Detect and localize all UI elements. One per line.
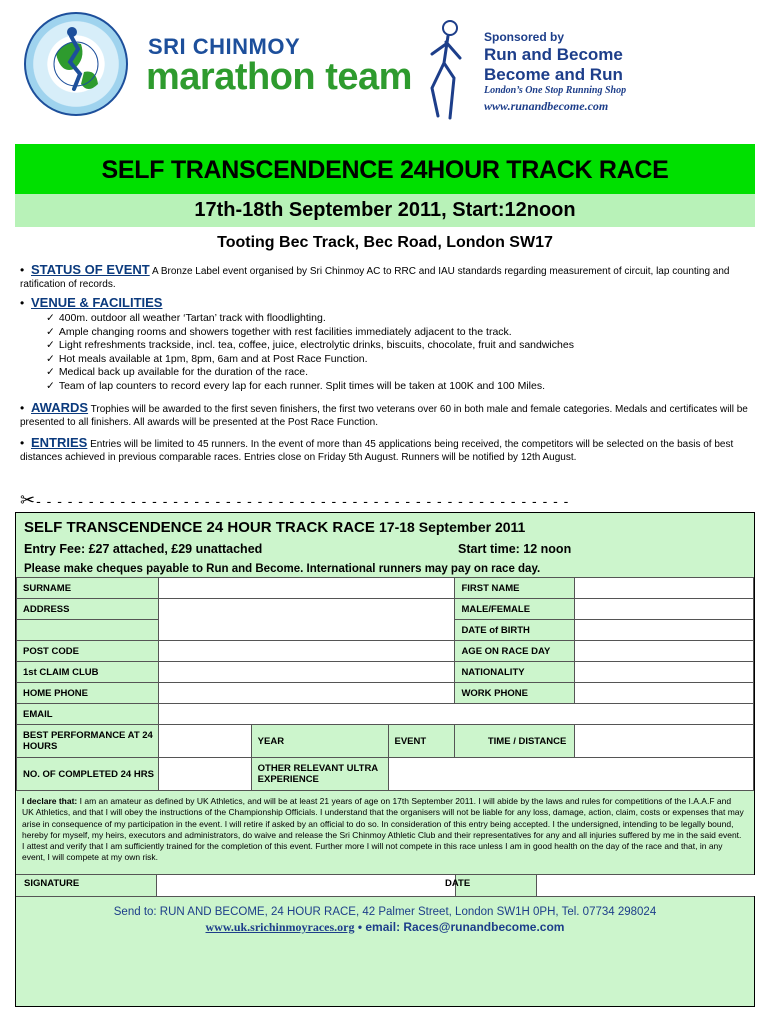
home-phone-field[interactable] bbox=[158, 683, 455, 704]
facility-item: ✓ Light refreshments trackside, incl. tea, coffee, juice, electrolytic drinks, biscuits, chocolate, fruit and sandwiches bbox=[46, 339, 574, 353]
completed-races-field[interactable] bbox=[158, 758, 251, 791]
form-title bbox=[24, 519, 525, 536]
website-link[interactable]: www.uk.srichinmoyraces.org bbox=[205, 920, 355, 934]
declaration-heading: I declare that: bbox=[22, 796, 78, 806]
bullet-icon: • bbox=[20, 436, 25, 450]
email-text: • email: Races@runandbecome.com bbox=[357, 920, 565, 934]
logo-title-marathon-team: marathon team bbox=[146, 56, 412, 98]
completed-races-label: NO. OF COMPLETED 24 HRS bbox=[17, 758, 159, 791]
work-phone-field[interactable] bbox=[575, 683, 754, 704]
facility-item: ✓ 400m. outdoor all weather ‘Tartan’ track with floodlighting. bbox=[46, 312, 574, 326]
best-performance-label: BEST PERFORMANCE AT 24 HOURS bbox=[17, 725, 159, 758]
bullet-icon: • bbox=[20, 263, 25, 277]
logo-title-sri-chinmoy: SRI CHINMOY bbox=[148, 34, 301, 59]
gender-field[interactable] bbox=[575, 599, 754, 620]
dates-band bbox=[15, 194, 755, 227]
surname-label: SURNAME bbox=[17, 578, 159, 599]
dob-field[interactable] bbox=[575, 620, 754, 641]
entry-form-table bbox=[16, 577, 754, 791]
first-name-field[interactable] bbox=[575, 578, 754, 599]
claim-club-label: 1st CLAIM CLUB bbox=[17, 662, 159, 683]
footer-links bbox=[0, 920, 770, 935]
runner-icon bbox=[424, 18, 474, 122]
facility-item: ✓ Team of lap counters to record every lap for each runner. Split times will be taken at 100K and 100 Miles. bbox=[46, 380, 574, 394]
address-spacer bbox=[17, 620, 159, 641]
sponsor-label: Sponsored by bbox=[484, 30, 565, 44]
gender-label: MALE/FEMALE bbox=[455, 599, 575, 620]
post-code-field[interactable] bbox=[158, 641, 455, 662]
facilities-heading: VENUE & FACILITIES bbox=[31, 295, 163, 310]
cut-line bbox=[20, 490, 569, 511]
status-heading: STATUS OF EVENT bbox=[31, 262, 150, 277]
awards-heading: AWARDS bbox=[31, 400, 89, 415]
email-field[interactable] bbox=[158, 704, 753, 725]
entry-fee: Entry Fee: £27 attached, £29 unattached bbox=[24, 542, 263, 556]
awards-text: Trophies will be awarded to the first seven finishers, the first two veterans over 60 in both male and female categories. Medals and certificates will be presented to all finishers. All awards will be presented at the Post Race Function. bbox=[20, 404, 748, 428]
title-band bbox=[15, 144, 755, 194]
entries-heading: ENTRIES bbox=[31, 435, 88, 450]
first-name-label: FIRST NAME bbox=[455, 578, 575, 599]
start-time: Start time: 12 noon bbox=[458, 542, 572, 556]
sponsor-name-secondary: Become and Run bbox=[484, 65, 623, 84]
send-to-address: Send to: RUN AND BECOME, 24 HOUR RACE, 42 Palmer Street, London SW1H 0PH, Tel. 07734 298024 bbox=[113, 906, 657, 918]
work-phone-label: WORK PHONE bbox=[455, 683, 575, 704]
sponsor-name: Run and Become bbox=[484, 45, 623, 64]
declaration-text: I am an amateur as defined by UK Athletics, and will be at least 21 years of age on 17th September 2011. I will abide by the laws and rules for competitions of the I.A.A.F and UK Athletics, and that I will obey the instructions of the Championship Officials. I understand that the organisers will not be liable for any loss, damage, action, claim, costs or expenses that may arise in consequence of my participation in the event. I will retire if asked by an official to do so. In consideration of this entry being accepted. I the undersigned, intending to be legally bound, hereby for myself, my heirs, executors and administrators, do waive and release the Sri Chinmoy Athletic Club and their representatives for any and all injuries suffered by me in the said event. I attest and verify that I am sufficiently trained for the completion of this event. Further more I will not compete in this race unless I am in good health on the day of the race and that, in any event, I will compete at my own risk. bbox=[22, 796, 744, 863]
signature-row bbox=[16, 874, 754, 897]
address-label: ADDRESS bbox=[17, 599, 159, 620]
awards-section bbox=[20, 402, 755, 429]
declaration bbox=[22, 796, 744, 864]
facility-item: ✓ Medical back up available for the duration of the race. bbox=[46, 366, 574, 380]
year-label: YEAR bbox=[251, 725, 388, 758]
address-field[interactable] bbox=[158, 599, 455, 641]
facilities-section bbox=[20, 297, 755, 312]
facility-item: ✓ Ample changing rooms and showers together with rest facilities immediately adjacent to the track. bbox=[46, 326, 574, 340]
other-experience-label: OTHER RELEVANT ULTRA EXPERIENCE bbox=[251, 758, 388, 791]
post-code-label: POST CODE bbox=[17, 641, 159, 662]
age-field[interactable] bbox=[575, 641, 754, 662]
scissors-icon: ✂ bbox=[20, 490, 37, 510]
page-title: SELF TRANSCENDENCE 24HOUR TRACK RACE bbox=[101, 156, 669, 184]
form-title-text: SELF TRANSCENDENCE 24 HOUR TRACK RACE bbox=[24, 519, 375, 536]
claim-club-field[interactable] bbox=[158, 662, 455, 683]
other-experience-field[interactable] bbox=[388, 758, 754, 791]
time-distance-label: TIME / DISTANCE bbox=[455, 725, 575, 758]
status-text: A Bronze Label event organised by Sri Chinmoy AC to RRC and IAU standards regarding measurement of circuit, lap counting and ratification of records. bbox=[20, 266, 730, 290]
nationality-field[interactable] bbox=[575, 662, 754, 683]
entries-text: Entries will be limited to 45 runners. In the event of more than 45 applications being received, the competitors will be selected on the basis of best distances achieved in previous comparable races. Entries close on Friday 5th August. Runners will be notified by 12th August. bbox=[20, 439, 734, 463]
entries-section bbox=[20, 437, 755, 464]
time-distance-field[interactable] bbox=[575, 725, 754, 758]
form-title-dates: 17-18 September 2011 bbox=[379, 519, 526, 535]
age-label: AGE ON RACE DAY bbox=[455, 641, 575, 662]
facility-item: ✓ Hot meals available at 1pm, 8pm, 6am and at Post Race Function. bbox=[46, 353, 574, 367]
email-label: EMAIL bbox=[17, 704, 159, 725]
venue-heading: Tooting Bec Track, Bec Road, London SW17 bbox=[217, 234, 553, 251]
marathon-team-logo-icon bbox=[24, 12, 128, 116]
signature-label: SIGNATURE bbox=[24, 878, 80, 889]
surname-field[interactable] bbox=[158, 578, 455, 599]
home-phone-label: HOME PHONE bbox=[17, 683, 159, 704]
facilities-list bbox=[46, 312, 574, 393]
nationality-label: NATIONALITY bbox=[455, 662, 575, 683]
date-field[interactable] bbox=[536, 875, 755, 896]
event-label: EVENT bbox=[388, 725, 455, 758]
race-dates: 17th-18th September 2011, Start:12noon bbox=[194, 199, 576, 221]
cut-dashes: - - - - - - - - - - - - - - - - - - - - - - - - - - - - - - - - - - - - - - - - - - - - - - - - - - - bbox=[36, 493, 570, 509]
cheques-note: Please make cheques payable to Run and Become. International runners may pay on race day. bbox=[24, 563, 541, 575]
date-label: DATE bbox=[445, 878, 471, 889]
dob-label: DATE of BIRTH bbox=[455, 620, 575, 641]
sponsor-tagline: London’s One Stop Running Shop bbox=[484, 85, 627, 96]
status-section bbox=[20, 264, 755, 291]
signature-field[interactable] bbox=[156, 875, 456, 896]
bullet-icon: • bbox=[20, 296, 25, 310]
sponsor-website: www.runandbecome.com bbox=[484, 99, 609, 113]
best-performance-field[interactable] bbox=[158, 725, 251, 758]
bullet-icon: • bbox=[20, 401, 25, 415]
